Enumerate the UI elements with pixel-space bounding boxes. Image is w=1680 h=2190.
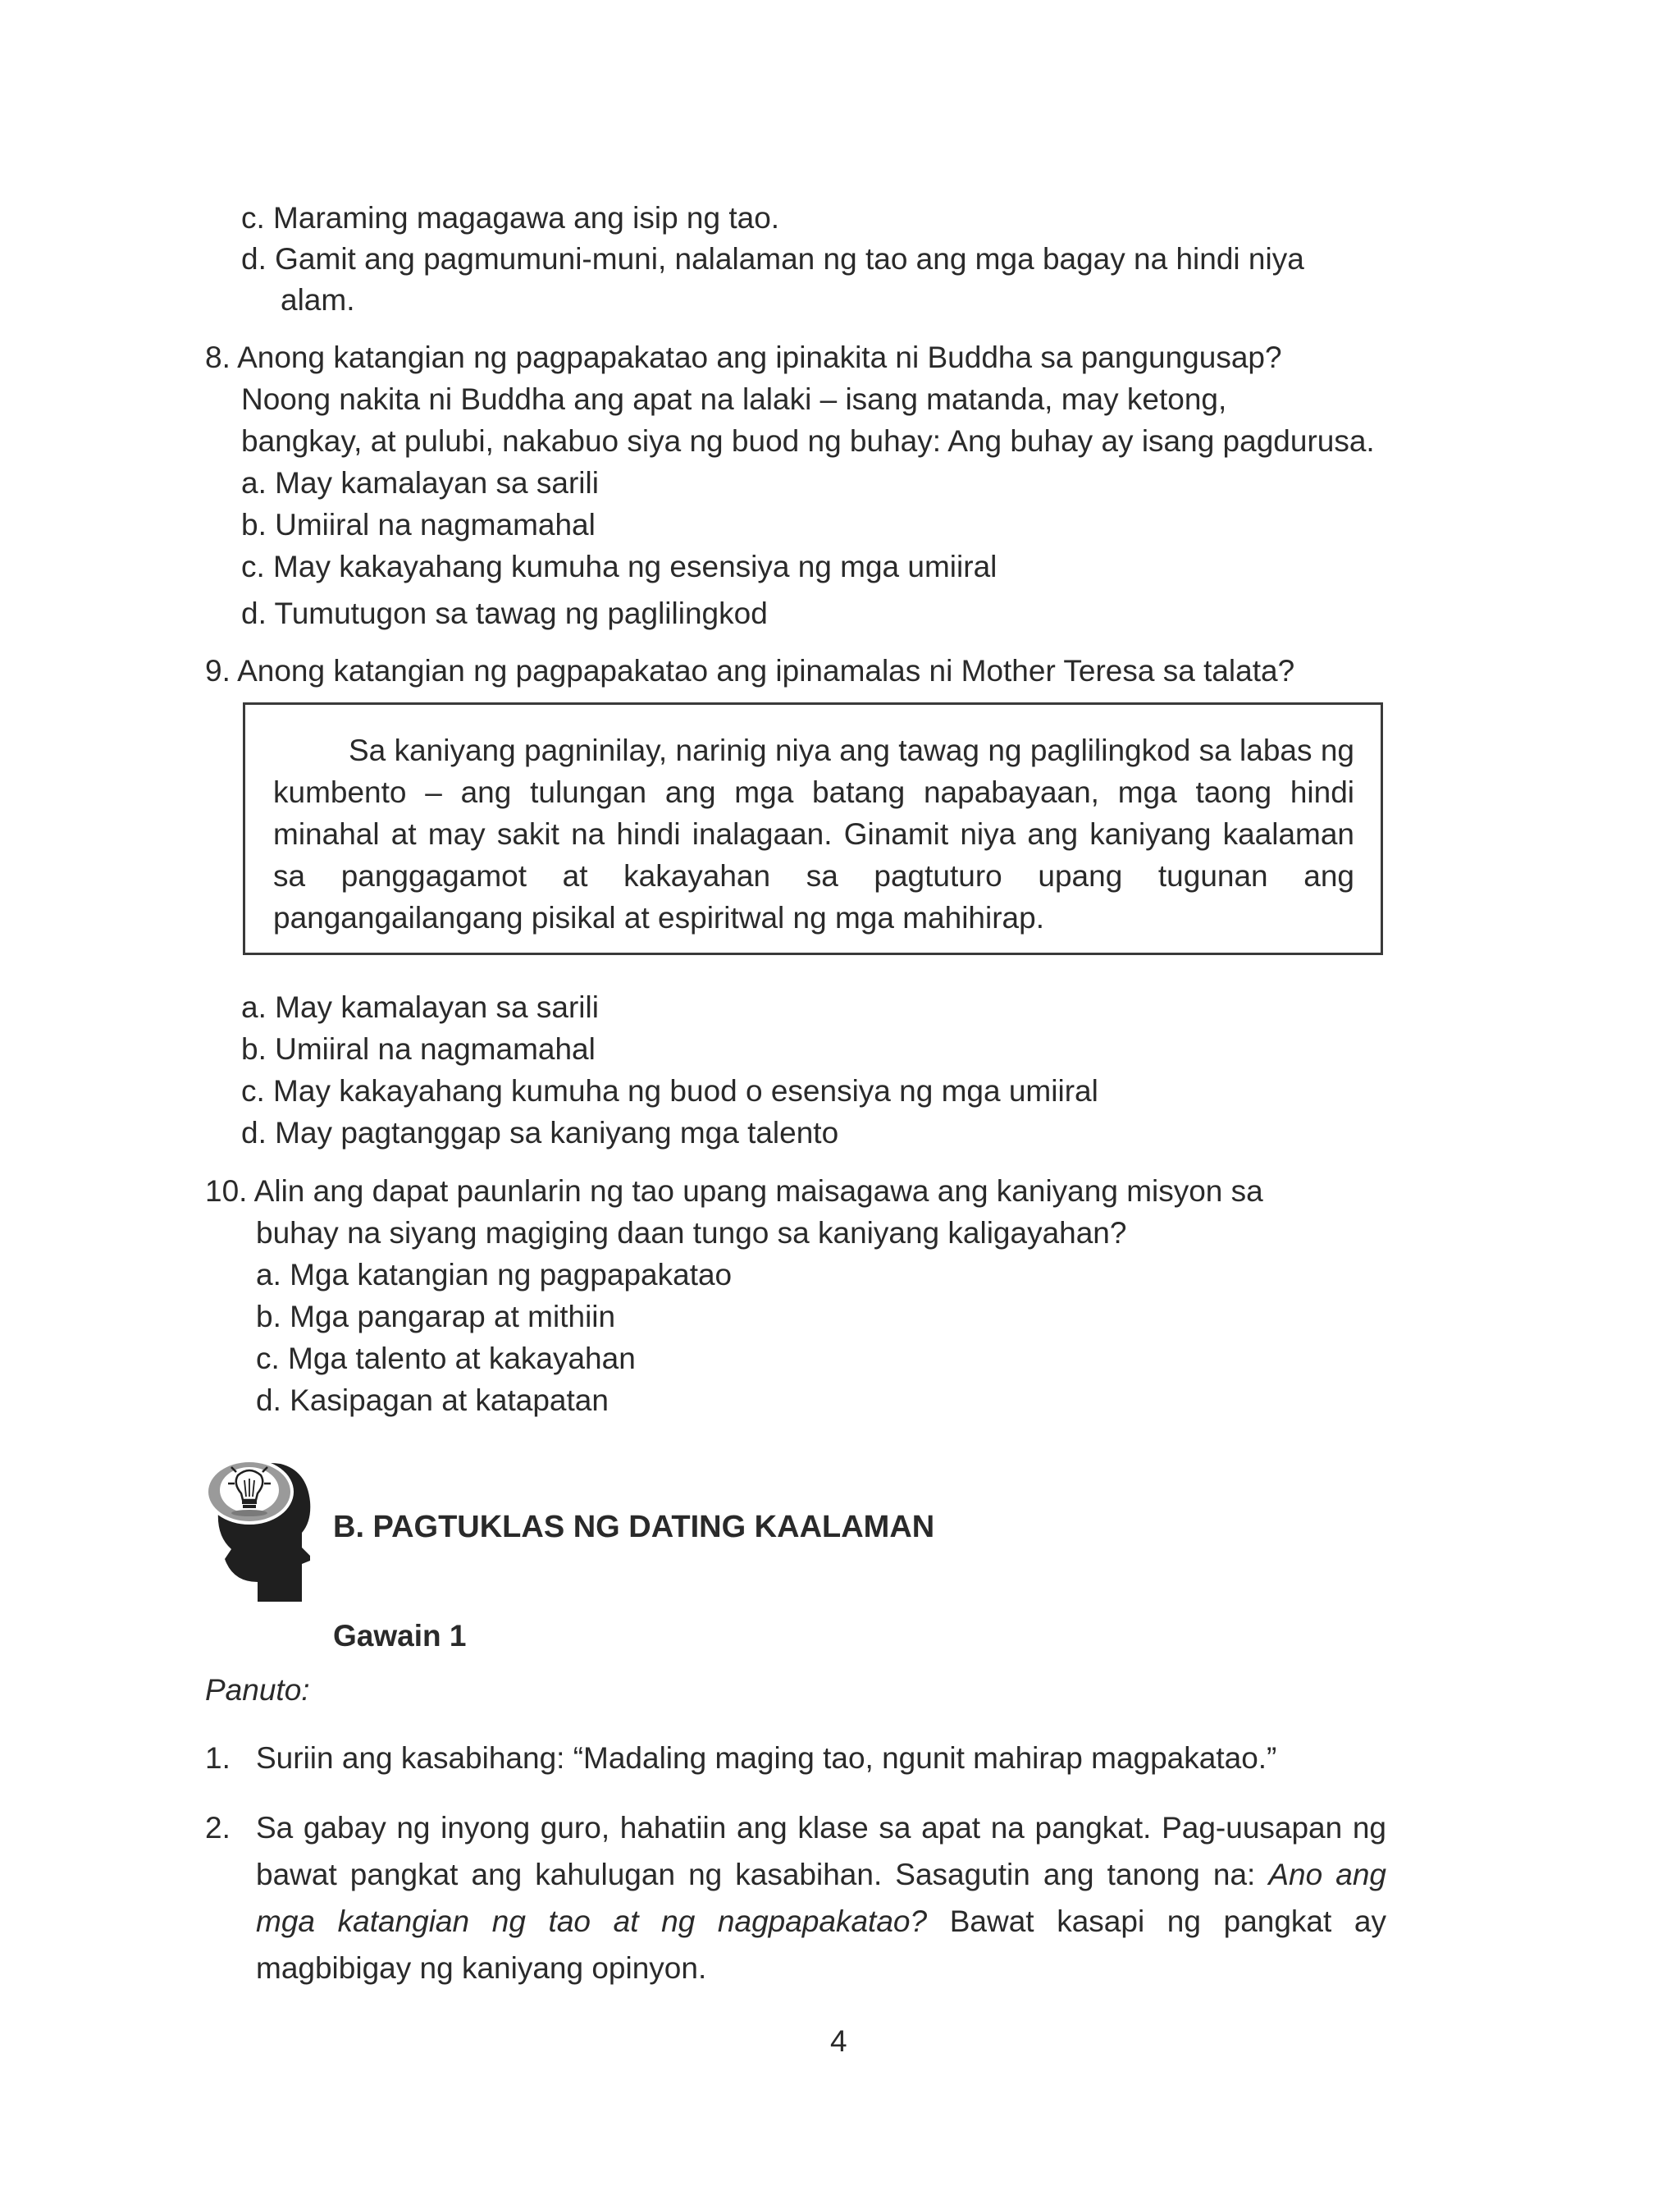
panuto-item-text-end: Bawat kasapi ng pangkat ay magbibigay ng kaniyang opinyon.: [256, 1904, 1387, 1985]
q10-stem-line1: 10. Alin ang dapat paunlarin ng tao upang maisagawa ang kaniyang misyon sa: [205, 1174, 1263, 1208]
q8-stem-line1: 8. Anong katangian ng pagpapakatao ang ipinakita ni Buddha sa pangungusap?: [205, 341, 1282, 374]
q7-option-d-line2: alam.: [281, 283, 355, 317]
q7-option-c: c. Maraming magagawa ang isip ng tao.: [241, 201, 780, 235]
panuto-item-1: [205, 1735, 1386, 1781]
activity-title: Gawain 1: [333, 1619, 467, 1653]
q9-option-d: d. May pagtanggap sa kaniyang mga talento: [241, 1116, 839, 1150]
q8-stem-line2: Noong nakita ni Buddha ang apat na lalaki – isang matanda, may ketong,: [241, 382, 1227, 416]
q10-option-c: c. Mga talento at kakayahan: [256, 1342, 636, 1375]
q9-option-a: a. May kamalayan sa sarili: [241, 990, 599, 1024]
section-b-heading: B. PAGTUKLAS NG DATING KAALAMAN: [333, 1510, 935, 1544]
q8-stem-line3: bangkay, at pulubi, nakabuo siya ng buod ng buhay: Ang buhay ay isang pagdurusa.: [241, 424, 1375, 458]
panuto-item-text: Suriin ang kasabihang: “Madaling maging tao, ngunit mahirap magpakatao.”: [256, 1741, 1277, 1775]
q8-option-d: d. Tumutugon sa tawag ng paglilingkod: [241, 597, 768, 630]
page-number: 4: [830, 2024, 847, 2058]
question-8: [205, 336, 1403, 634]
head-lightbulb-icon: [202, 1451, 312, 1603]
q8-option-c: c. May kakayahang kumuha ng esensiya ng mga umiiral: [241, 550, 998, 583]
panuto-item-2: [205, 1804, 1386, 1991]
panuto-item-question: Ano ang mga katangian ng tao at ng nagpapakatao?: [256, 1858, 1386, 1938]
panuto-item-text: Sa gabay ng inyong guro, hahatiin ang klase sa apat na pangkat. Pag-uusapan ng bawat pangkat ang kahulugan ng kasabihan. Sasagutin ang tanong na:: [256, 1811, 1386, 1891]
question-10: [205, 1170, 1403, 1421]
q10-option-a: a. Mga katangian ng pagpapakatao: [256, 1258, 733, 1292]
passage-text: Sa kaniyang pagninilay, narinig niya ang tawag ng paglilingkod sa labas ng kumbento – ang tulungan ang mga batang napabayaan, mga taong hindi minahal at may sakit na hindi inalagaan. Ginamit niya ang kaniyang kaalaman sa panggagamot at kakayahan sa pagtuturo upang tugunan ang pangangailangang pisikal at espiritwal ng mga mahihirap.: [273, 734, 1354, 935]
q9-stem: 9. Anong katangian ng pagpapakatao ang ipinamalas ni Mother Teresa sa talata?: [205, 654, 1295, 688]
q9-option-c: c. May kakayahang kumuha ng buod o esensiya ng mga umiiral: [241, 1074, 1098, 1108]
panuto-label: Panuto:: [205, 1673, 310, 1707]
q10-option-d: d. Kasipagan at katapatan: [256, 1383, 609, 1417]
q10-stem-line2: buhay na siyang magiging daan tungo sa kaniyang kaligayahan?: [256, 1216, 1127, 1250]
panuto-item-number: 2.: [205, 1811, 231, 1845]
q8-option-b: b. Umiiral na nagmamahal: [241, 508, 596, 542]
panuto-list: [205, 1735, 1386, 1991]
q9-option-b: b. Umiiral na nagmamahal: [241, 1032, 596, 1066]
q9-options: [205, 986, 1403, 1154]
q10-option-b: b. Mga pangarap at mithiin: [256, 1300, 616, 1333]
q8-option-a: a. May kamalayan sa sarili: [241, 466, 599, 500]
q7-option-d-line1: d. Gamit ang pagmumuni-muni, nalalaman ng tao ang mga bagay na hindi niya: [241, 242, 1304, 276]
panuto-item-number: 1.: [205, 1741, 231, 1775]
passage-box: [243, 702, 1383, 955]
